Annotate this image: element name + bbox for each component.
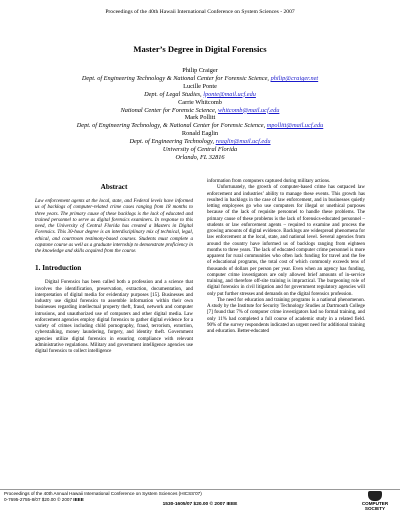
ieee-mark: IEEE bbox=[73, 496, 84, 502]
author-name: Ronald Eaglin bbox=[181, 130, 219, 138]
footer-divider bbox=[0, 489, 400, 490]
computer-society-logo bbox=[355, 491, 395, 515]
author-name: Philip Craiger bbox=[182, 67, 218, 74]
computer-society-logo-icon bbox=[368, 491, 382, 501]
footer-issn: 1530-1605/07 $20.00 © 2007 IEEE bbox=[162, 502, 238, 507]
university-location: Orlando, FL 32816 bbox=[175, 153, 225, 161]
author-affiliation: Dept. of Engineering Technology, & National Center for Forensic Science, mpollitt@mail.ucf.edu bbox=[76, 122, 324, 130]
author-email-link[interactable]: philip@craiger.net bbox=[270, 74, 319, 82]
footer-line1: Proceedings of the 40th Annual Hawaii International Conference on System Sciences (HICSS'07) bbox=[4, 491, 202, 496]
author-email-link[interactable]: whitcomb@mail.ucf.edu bbox=[217, 106, 280, 114]
author-affiliation: Dept. of Engineering Technology & National Center for Forensic Science, philip@craiger.net bbox=[81, 74, 319, 82]
author-email-link[interactable]: reaglin@mail.ucf.edu bbox=[215, 138, 271, 146]
paper-title: Master’s Degree in Digital Forensics bbox=[133, 44, 267, 54]
running-header: Proceedings of the 40th Hawaii International Conference on System Sciences - 2007 bbox=[105, 9, 295, 15]
author-affiliation: Dept. of Engineering Technology, reaglin@mail.ucf.edu bbox=[129, 138, 271, 146]
left-column bbox=[35, 183, 193, 355]
author-name: Carrie Whitcomb bbox=[178, 98, 222, 106]
author-email-link[interactable]: mpollitt@mail.ucf.edu bbox=[266, 122, 324, 130]
author-email-link[interactable]: lponte@mail.ucf.edu bbox=[203, 90, 256, 98]
body-paragraph: The need for education and training programs is a national phenomenon. A study by the Institute for Security Technology Studies at Dartmouth College [7] found that 7% of computer crime investigators had no formal training, and only 11% had completed a full course of academic study in a related field. 90% of the survey respondents indicated an urgent need for additional training and education. Better-educated bbox=[207, 297, 365, 334]
right-column bbox=[207, 179, 365, 335]
author-affiliation: National Center for Forensic Science, whitcomb@mail.ucf.edu bbox=[120, 106, 280, 114]
logo-line1: COMPUTER bbox=[361, 501, 389, 506]
footer-line2: 0-7695-2755-8/07 $20.00 © 2007 IEEE bbox=[4, 496, 84, 502]
footer-citation bbox=[4, 491, 202, 503]
ieee-mark: IEEE bbox=[226, 502, 238, 507]
author-block bbox=[40, 67, 360, 162]
intro-paragraph: Digital Forensics has been called both a profession and a science that involves the identification, preservation, extraction, documentation, and interpretation of digital media for evidentiary purposes [15]. Businesses and industry use digital forensics to assemble information within their own businesses regarding intellectual property theft, fraud, network and computer intrusions, and unauthorized use of computers and other digital media. Law enforcement agencies employ digital forensics to gather digital evidence for a variety of crimes including child pornography, fraud, terrorism, extortion, cyberstalking, money laundering, forgery, and identity theft. Government agencies utilize digital forensics in ensuring compliance with relevant administrative regulations. Military and government intelligence agencies use digital forensics to collect intelligence bbox=[35, 280, 193, 354]
body-paragraph: Unfortunately, the growth of computer-based crime has outpaced law enforcement and industries’ ability to manage these events. This growth has resulted in backlogs in the case of law enforcement, and in businesses quietly letting employees go who use computers for illegal or unethical purposes because of the lack of requisite personnel to handle these problems. The primary cause of these problems is the lack of forensics-educated personnel – students or law enforcement agents – required to examine and process the growing amounts of digital evidence. Backlogs are widespread phenomena for law enforcement at the local, state, and national level. Several agencies from around the country have informed us of backlogs ranging from eighteen months to three years. The lack of educated computer crime personnel is more apparent for rural communities who often lack funding for travel and the fee of educational programs, the total cost of which commonly exceeds tens of thousands of dollars per person per year. Even when an agency has funding, computer crime investigators are only allowed brief amounts of in-service training, and therefore off-site training is impractical. The burgeoning role of digital forensics in civil litigation and for government regulatory agencies will only put further stresses and demands on the digital forensics profession. bbox=[207, 185, 365, 297]
author-name: Mark Pollitt bbox=[184, 114, 216, 122]
introduction-heading: 1. Introduction bbox=[35, 264, 82, 273]
author-affiliation: Dept. of Legal Studies, lponte@mail.ucf.edu bbox=[144, 90, 256, 98]
university-name: University of Central Florida bbox=[162, 146, 238, 154]
body-paragraph: information from computers captured during military actions. bbox=[207, 179, 331, 184]
author-name: Lucille Ponte bbox=[183, 82, 217, 90]
abstract-text: Law enforcement agents at the local, state, and Federal levels have informed us of backlogs of computer-related crime cases ranging from 18 months to three years. The primary cause of these backlogs is the lack of educated and trained personnel to serve as digital forensics examiners. In response to this need, the University of Central Florida has created a Masters in Digital Forensics. This 30-hour degree is an interdisciplinary mix of technical, legal, ethical, and courtroom testimony-based courses. Students must complete a capstone course as well as a graduate internship to demonstrate proficiency in the knowledge and skills acquired from the course. bbox=[35, 199, 193, 254]
logo-line2: SOCIETY bbox=[364, 506, 386, 511]
abstract-heading: Abstract bbox=[100, 183, 128, 191]
